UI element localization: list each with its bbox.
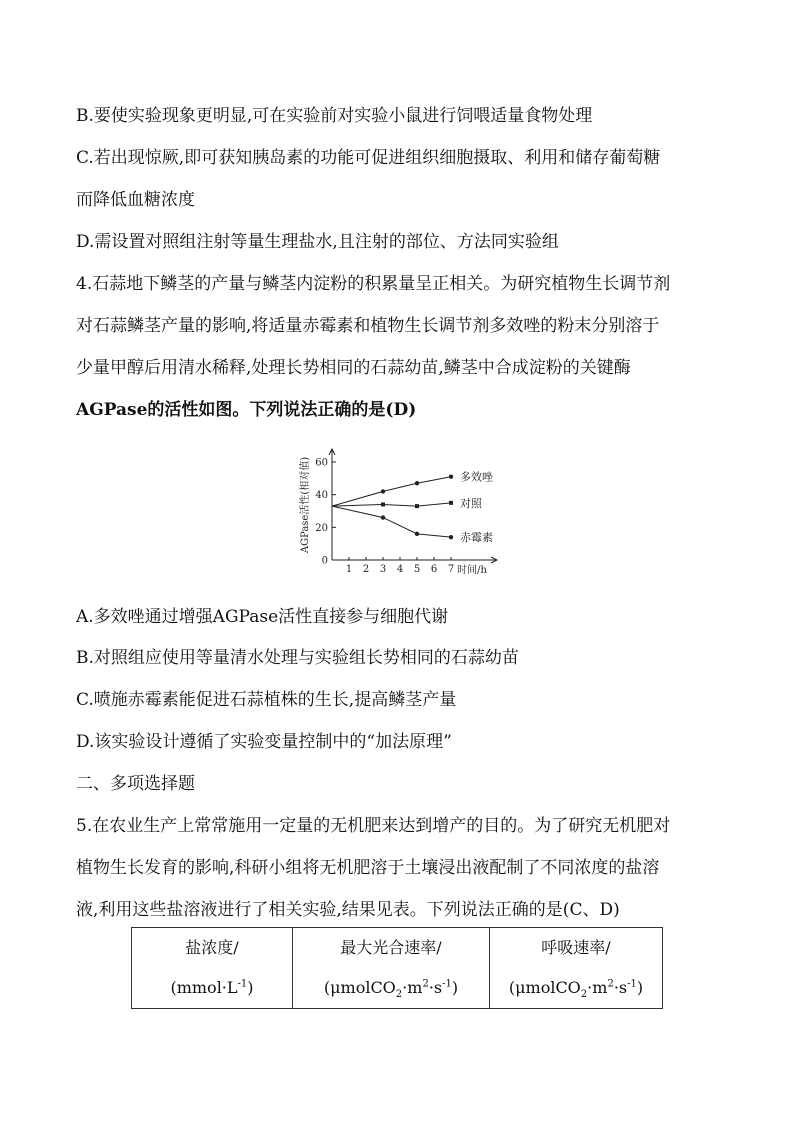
y-tick-label: 20	[315, 522, 328, 534]
option-c-prev-cont: 而降低血糖浓度	[76, 190, 195, 210]
series-line	[332, 503, 451, 506]
question-5-line-3: 液,利用这些盐溶液进行了相关实验,结果见表。下列说法正确的是(C、D)	[76, 900, 620, 920]
header-line-2: $(\mu molCO_2\cdot m^2\cdot s^{-1})$	[508, 978, 644, 1001]
series-line	[332, 477, 451, 506]
header-line-1: 呼吸速率/	[541, 938, 611, 957]
y-axis-label: AGPase活性(相对值)	[300, 456, 311, 554]
series-line	[332, 506, 451, 537]
y-tick-label: 0	[321, 555, 328, 567]
header-line-2: $(mmol\cdot L^{-1})$	[170, 978, 254, 997]
option-b-prev: B.要使实验现象更明显,可在实验前对实验小鼠进行饲喂适量食物处理	[76, 106, 593, 126]
x-tick-label: 6	[430, 564, 438, 575]
option-c: C.喷施赤霉素能促进石蒜植株的生长,提高鳞茎产量	[76, 690, 457, 710]
x-tick-label: 7	[447, 564, 455, 575]
question-5-line-2: 植物生长发育的影响,科研小组将无机肥溶于土壤浸出液配制了不同浓度的盐溶	[76, 858, 660, 878]
x-axis-label: 时间/h	[457, 565, 487, 576]
agpase-line-chart	[294, 446, 514, 586]
chart-series	[332, 475, 453, 540]
data-point	[415, 504, 419, 508]
x-tick-label: 2	[362, 564, 370, 575]
question-4-line-3: 少量甲醇后用清水稀释,处理长势相同的石蒜幼苗,鳞茎中合成淀粉的关键酶	[76, 358, 631, 378]
option-d: D.该实验设计遵循了实验变量控制中的“加法原理”	[76, 732, 452, 752]
header-salt-concentration	[132, 928, 293, 1009]
data-point	[381, 502, 385, 506]
data-point	[381, 489, 385, 493]
option-c-prev: C.若出现惊厥,即可获知胰岛素的功能可促进组织细胞摄取、利用和储存葡萄糖	[76, 148, 661, 168]
x-tick-label: 3	[379, 564, 387, 575]
y-tick-label: 40	[315, 490, 328, 502]
data-point	[449, 475, 453, 479]
question-5-line-1: 5.在农业生产上常常施用一定量的无机肥来达到增产的目的。为了研究无机肥对	[76, 816, 671, 836]
salt-solution-table	[131, 927, 663, 1009]
x-tick-label: 4	[396, 564, 404, 575]
y-tick-label: 60	[315, 457, 328, 469]
header-line-1: 最大光合速率/	[340, 938, 442, 957]
data-point	[415, 481, 419, 485]
question-4-line-1: 4.石蒜地下鳞茎的产量与鳞茎内淀粉的积累量呈正相关。为研究植物生长调节剂	[76, 274, 671, 294]
series-label: 对照	[460, 496, 482, 510]
section-heading: 二、多项选择题	[76, 774, 195, 794]
header-max-photosynthesis-rate	[293, 928, 490, 1009]
series-label: 赤霉素	[460, 531, 493, 545]
data-point	[449, 535, 453, 539]
x-tick-label: 5	[413, 564, 421, 575]
table-header-row	[132, 928, 663, 1009]
data-point	[449, 501, 453, 505]
option-b: B.对照组应使用等量清水处理与实验组长势相同的石蒜幼苗	[76, 648, 519, 668]
series-label: 多效唑	[460, 470, 493, 484]
data-point	[381, 515, 385, 519]
chart-labels	[298, 457, 494, 576]
question-4-line-2: 对石蒜鳞茎产量的影响,将适量赤霉素和植物生长调节剂多效唑的粉末分别溶于	[76, 316, 660, 336]
option-d-prev: D.需设置对照组注射等量生理盐水,且注射的部位、方法同实验组	[76, 232, 559, 252]
x-tick-label: 1	[345, 564, 353, 575]
header-line-2: $(\mu molCO_2\cdot m^2\cdot s^{-1})$	[323, 978, 459, 1001]
option-a: A.多效唑通过增强AGPase活性直接参与细胞代谢	[76, 607, 449, 627]
header-respiration-rate	[490, 928, 663, 1009]
header-line-1: 盐浓度/	[185, 938, 239, 957]
data-point	[415, 532, 419, 536]
question-4-line-4: AGPase的活性如图。下列说法正确的是(D)	[76, 400, 417, 420]
